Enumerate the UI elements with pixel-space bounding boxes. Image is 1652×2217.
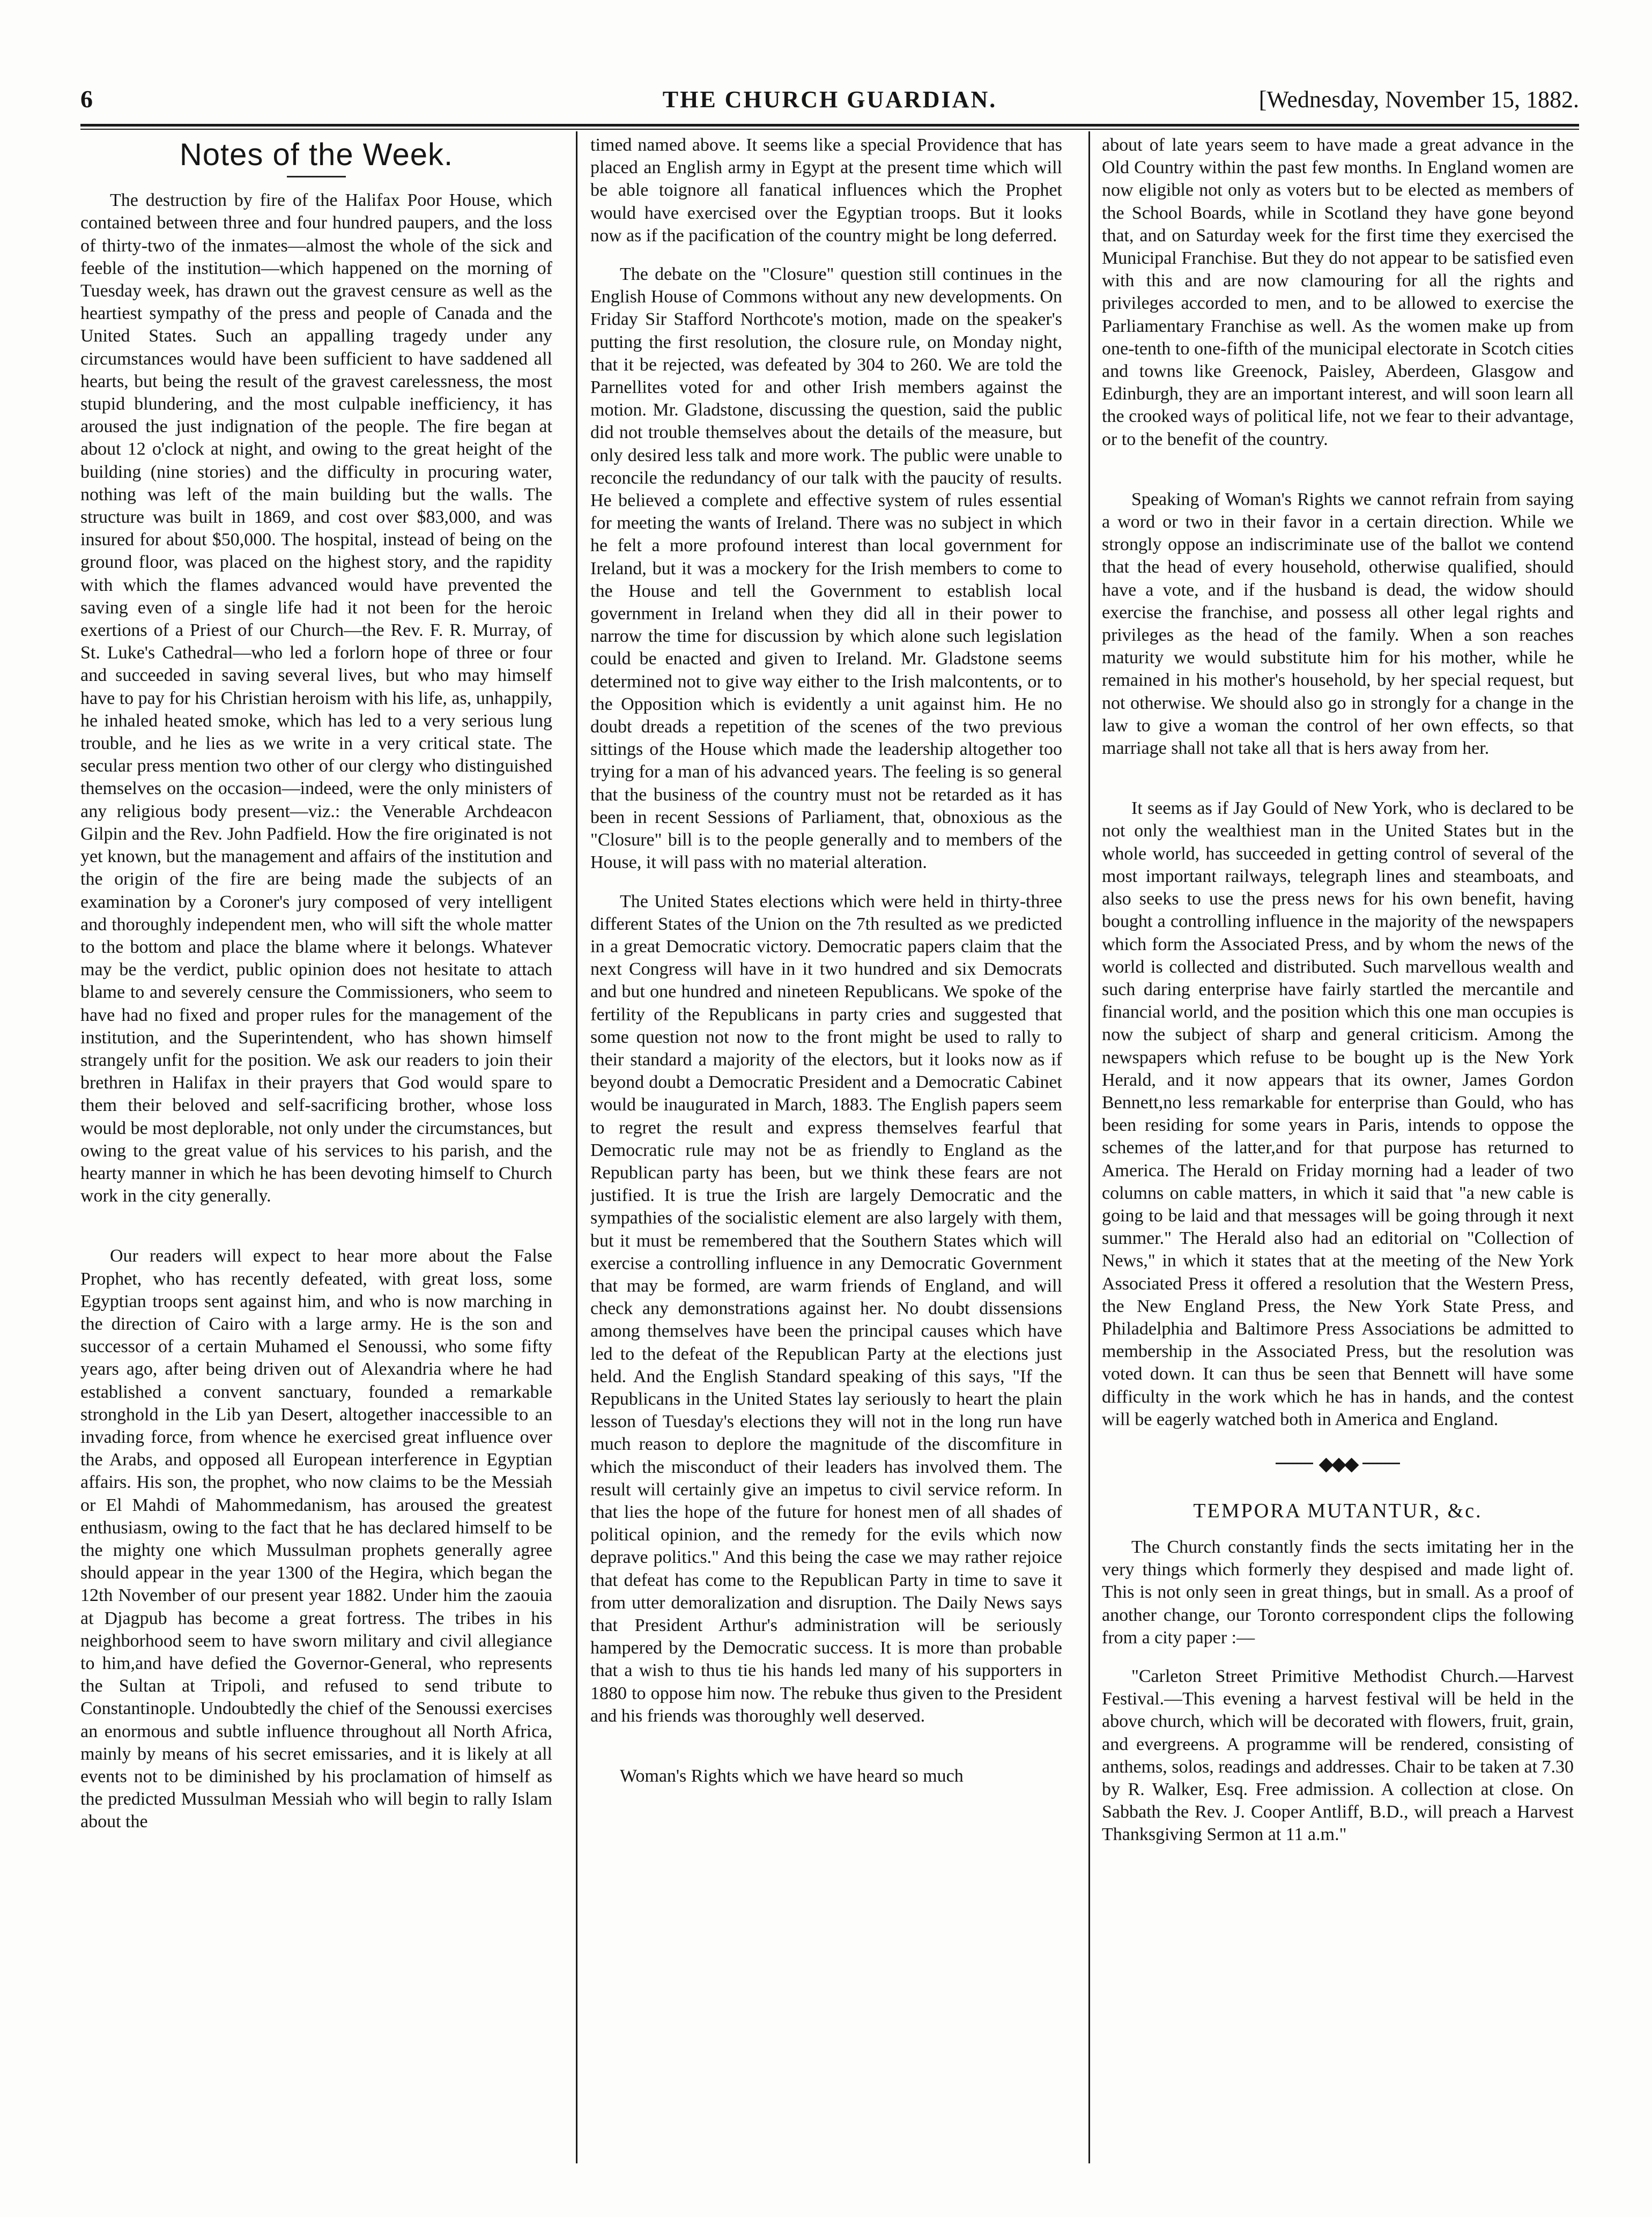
masthead (80, 85, 1579, 122)
article-paragraph: The debate on the "Closure" question still continues in the English House of Commons without any new developments. On Friday Sir Stafford Northcote's motion, made on the speaker's putting the first resolution, the closure rule, on Monday night, that it be rejected, was defeated by 304 to 260. We are told the Parnellites voted for and other Irish members against the motion. Mr. Gladstone, discussing the question, said the public did not trouble themselves about the details of the measure, but only desired less talk and more work. The public were unable to reconcile the redundancy of our talk with the paucity of results. He believed a complete and effective system of rules essential for meeting the wants of Ireland. There was no subject in which he felt a more profound interest than local government for Ireland, but it was a mockery for the Irish members to come to the House and tell the Government to establish local government in Ireland when they did all in their power to narrow the time for discussion by which alone such legislation could be enacted and given to Ireland. Mr. Gladstone seems determined not to give way either to the Irish malcontents, or to the Opposition which is evidently a unit against him. He no doubt dreads a repetition of the scenes of the two previous sittings of the House which made the leadership altogether too trying for a man of his advanced years. The feeling is so general that the business of the country must not be retarded as it has been in recent Sessions of Parliament, that, obnoxious as the "Closure" bill is to the people generally and to members of the House, it will pass with no material alteration. (590, 264, 1062, 873)
issue-date: [Wednesday, November 15, 1882. (1258, 86, 1579, 113)
article-paragraph: Woman's Rights which we have heard so much (620, 1766, 964, 1786)
column-divider (576, 131, 577, 2163)
article-paragraph: timed named above. It seems like a special Providence that has placed an English army in Egypt at the present time which will be able toignore all fanatical influences which the Prophet would have exercised over the Egyptian troops. But it looks now as if the pacification of the country might be long deferred. (590, 135, 1062, 246)
page-number: 6 (80, 85, 93, 113)
title-rule (287, 176, 346, 177)
header-rule (80, 124, 1579, 130)
column-divider (1088, 131, 1090, 2163)
article-paragraph: The destruction by fire of the Halifax Poor House, which contained between three and four hundred paupers, and the loss of thirty-two of the inmates—almost the whole of the sick and feeble of the institution—which happened on the morning of Tuesday week, has drawn out the gravest censure as well as the heartiest sympathy of the press and people of Canada and the United States. Such an appalling tragedy under any circumstances would have been sufficient to have saddened all hearts, but being the result of the gravest carelessness, the most stupid blundering, and the most culpable inefficiency, it has aroused the just indignation of the people. The fire began at about 12 o'clock at night, and owing to the great height of the building (nine stories) and the difficulty in procuring water, nothing was left of the main building but the walls. The structure was built in 1869, and cost over $83,000, and was insured for about $50,000. The hospital, instead of being on the ground floor, was placed on the highest story, and the rapidity with which the flames advanced would have prevented the saving even of a single life had it not been for the heroic exertions of a Priest of our Church—the Rev. F. R. Murray, of St. Luke's Cathedral—who led a forlorn hope of three or four and succeeded in saving several lives, but who may himself have to pay for his Christian heroism with his life, as, unhappily, he inhaled heated smoke, which has led to a very serious lung trouble, and he lies as we write in a very critical state. The secular press mention two other of our clergy who distinguished themselves on the occasion—indeed, were the only ministers of any religious body present—viz.: the Venerable Archdeacon Gilpin and the Rev. John Padfield. How the fire originated is not yet known, but the management and affairs of the institution and the origin of the fire are being made the subjects of an examination by a Coroner's jury composed of very intelligent and thoroughly independent men, who will sift the whole matter to the bottom and place the blame where it belongs. Whatever may be the verdict, public opinion does not hesitate to attach blame to and severely censure the Commissioners, who seem to have had no fixed and proper rules for the management of the institution, and the Superintendent, who has shown himself strangely unfit for the position. We ask our readers to join their brethren in Halifax in their prayers that God would spare to them their beloved and self-sacrificing brother, whose loss would be most deplorable, not only under the circumstances, but owing to the great value of his services to his parish, and the hearty manner in which he has been devoting himself to Church work in the city generally. (80, 190, 552, 1206)
article-paragraph: The Church constantly finds the sects imitating her in the very things which formerly they despised and made light of. This is not only seen in great things, but in small. As a proof of another change, our Toronto correspondent clips the following from a city paper :— (1102, 1537, 1574, 1648)
column-2 (590, 134, 1062, 2171)
article-paragraph: about of late years seem to have made a great advance in the Old Country within the past few months. In England women are now eligible not only as voters but to be elected as members of the School Boards, while in Scotland they have gone beyond that, and on Saturday week for the first time they exercised the Municipal Franchise. But they do not appear to be satisfied even with this and are now clamouring for all the rights and privileges accorded to men, and to be allowed to exercise the Parliamentary Franchise as well. As the women make up from one-tenth to one-fifth of the municipal electorate in Scotch cities and towns like Greenock, Paisley, Aberdeen, Glasgow and Edinburgh, they are an important interest, and will soon learn all the crooked ways of political life, not we fear to their advantage, or to the benefit of the country. (1102, 135, 1574, 449)
article-paragraph: Speaking of Woman's Rights we cannot refrain from saying a word or two in their favor in a certain direction. While we strongly oppose an indiscriminate use of the ballot we contend that the head of every household, otherwise qualified, should have a vote, and if the husband is dead, the widow should exercise the franchise, and possess all other legal rights and privileges as the head of the family. When a son reaches maturity we would substitute him for his mother, while he remained in his mother's household, by her special request, but not otherwise. We should also go in strongly for a change in the law to give a woman the control of her own effects, so that marriage shall not take all that is hers away from her. (1102, 489, 1574, 759)
section-title: Notes of the Week. (179, 137, 454, 172)
article-paragraph: Our readers will expect to hear more about the False Prophet, who has recently defeated, with great loss, some Egyptian troops sent against him, and who is now marching in the direction of Cairo with a large army. He is the son and successor of a certain Muhamed el Senoussi, who some fifty years ago, after being driven out of Alexandria where he had established a convent sanctuary, founded a remarkable stronghold in the Lib yan Desert, altogether inaccessible to an invading force, from whence he exercised great influence over the Arabs, and opposed all European interference in Egyptian affairs. His son, the prophet, who now claims to be the Messiah or El Mahdi of Mahommedanism, has aroused the greatest enthusiasm, owing to the fact that he has declared himself to be the mighty one which Mussulman prophets generally agree should appear in the year 1300 of the Hegira, which began the 12th November of our present year 1882. Under him the zaouia at Djagpub has become a great fortress. The tribes in his neighborhood seem to have sworn military and civil allegiance to him,and have defied the Governor-General, who represents the Sultan at Tripoli, and refused to send tribute to Constantinople. Undoubtedly the chief of the Senoussi exercises an enormous and subtle influence throughout all North Africa, mainly by means of his secret emissaries, and it is likely at all events not to be diminished by his proclamation of himself as the predicted Mussulman Messiah who will begin to rally Islam about the (80, 1246, 552, 1832)
section-divider-ornament: ◆◆◆ (1102, 1450, 1574, 1475)
article-paragraph: The United States elections which were held in thirty-three different States of the Union on the 7th resulted as we predicted in a great Democratic victory. Democratic papers claim that the next Congress will have in it two hundred and six Democrats and but one hundred and nineteen Republicans. We spoke of the fertility of the Republicans in party cries and suggested that some question not now to the front might be used to rally to their standard a majority of the electors, but it looks now as if beyond doubt a Democratic President and a Democratic Cabinet would be inaugurated in March, 1883. The English papers seem to regret the result and express themselves fearful that Democratic rule may not be as friendly to England as the Republican party has been, but we think these fears are not justified. It is true the Irish are largely Democratic and the sympathies of the socialistic element are also largely with them, but it must be remembered that the Southern States which will exercise a controlling influence in any Democratic Government that may be formed, are warm friends of England, and will check any demonstrations against her. No doubt dissensions among themselves have been the principal causes which have led to the defeat of the Republican Party at the elections just held. And the English Standard speaking of this says, "If the Republicans in the United States lay seriously to heart the plain lesson of Tuesday's elections they will not in the long run have much reason to deplore the magnitude of the discomfiture in which the misconduct of their leaders has involved them. The result will certainly give an impetus to civil service reform. In that lies the hope of the future for honest men of all shades of political opinion, and the remedy for the evils which now deprave politics." And this being the case we may rather rejoice that defeat has come to the Republican Party in time to save it from utter demoralization and disruption. The Daily News says that President Arthur's administration will be seriously hampered by the Democratic success. It is more than probable that a wish to thus tie his hands led many of his supporters in 1880 to oppose him now. The rebuke thus given to the President and his friends was thoroughly well deserved. (590, 891, 1062, 1726)
quoted-notice: "Carleton Street Primitive Methodist Church.—Harvest Festival.—This evening a harvest festival will be held in the above church, which will be decorated with flowers, fruit, grain, and evergreens. A programme will be rendered, consisting of anthems, solos, readings and addresses. Chair to be taken at 7.30 by R. Walker, Esq. Free admission. A collection at close. On Sabbath the Rev. J. Cooper Antliff, B.D., will preach a Harvest Thanksgiving Sermon at 11 a.m." (1102, 1666, 1574, 1845)
column-1 (80, 134, 552, 2171)
article-paragraph: It seems as if Jay Gould of New York, who is declared to be not only the wealthiest man in the United States but in the whole world, has succeeded in getting control of several of the most important railways, telegraph lines and steamboats, and also seeks to use the press news for his own benefit, having bought a controlling influence in the majority of the newspapers which form the Associated Press, and by whom the news of the world is collected and distributed. Such marvellous wealth and such daring enterprise have fairly startled the mercantile and financial world, and the position which this one man occupies is now the subject of sharp and general criticism. Among the newspapers which refuse to be bought up is the New York Herald, and it now appears that its owner, James Gordon Bennett,no less remarkable for enterprise than Gould, who has been residing for some years in Paris, intends to oppose the schemes of the latter,and for that purpose has returned to America. The Herald on Friday morning had a leader of two columns on cable matters, in which it said that "a new cable is going to be laid and that messages will be going through it next summer." The Herald also had an editorial on "Collection of News," in which it states that at the meeting of the New York Associated Press it offered a resolution that the Western Press, the New England Press, the New York State Press, and Philadelphia and Baltimore Press Associations be admitted to membership in the Associated Press, but the resolution was voted down. It can thus be seen that Bennett will have some difficulty in the work which he has in hands, and the contest will be eagerly watched both in America and England. (1102, 798, 1574, 1429)
column-3 (1102, 134, 1574, 2171)
publication-title: THE CHURCH GUARDIAN. (662, 86, 997, 113)
section-title: TEMPORA MUTANTUR, &c. (1193, 1499, 1483, 1522)
